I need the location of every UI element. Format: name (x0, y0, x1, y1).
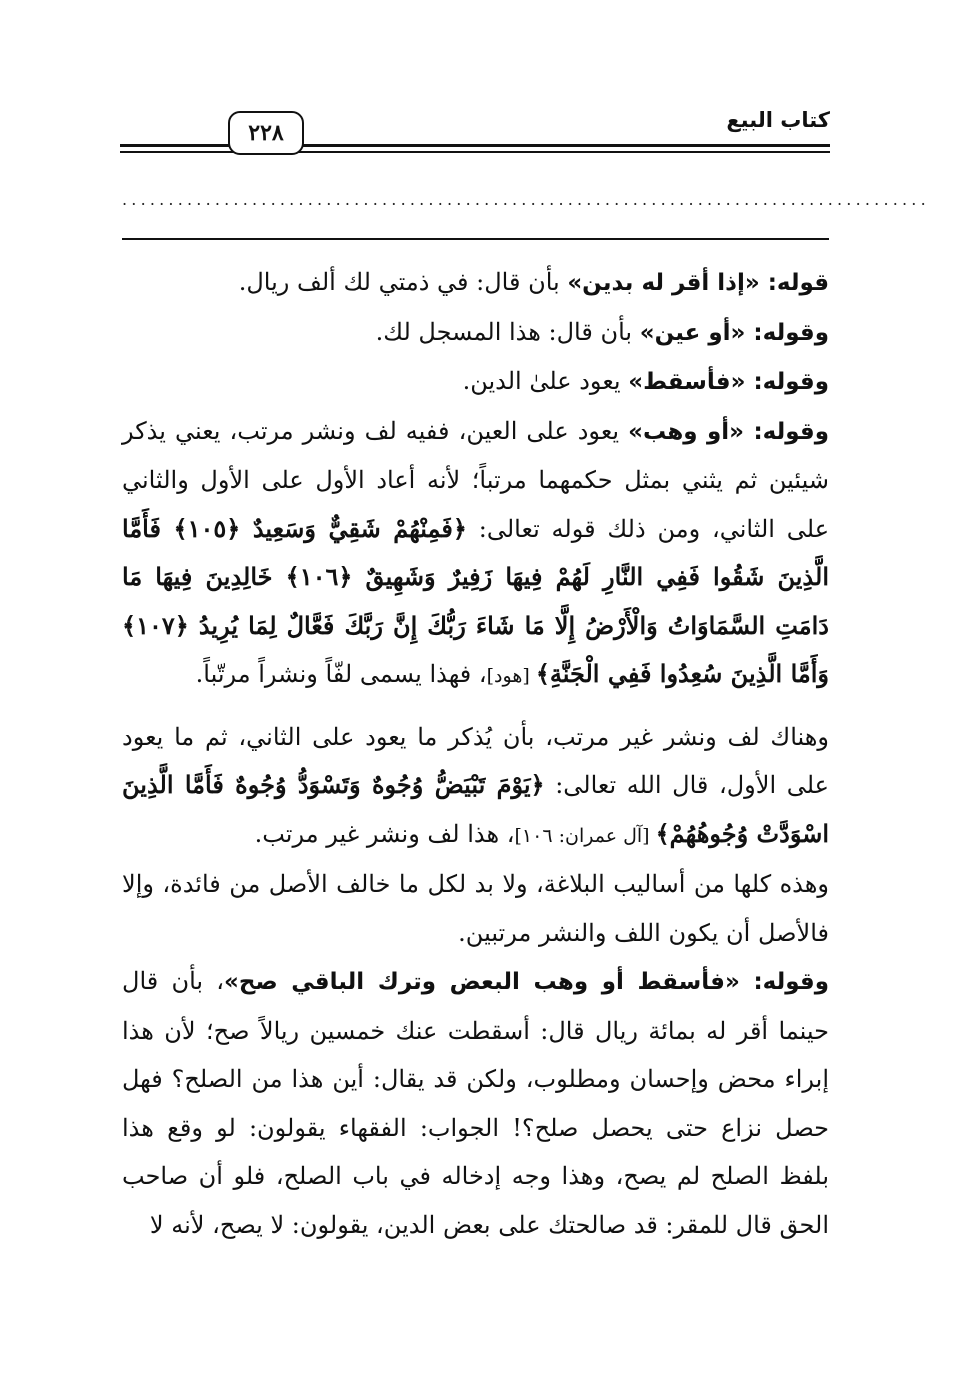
paragraph-text: ، بأن قال حينما أقر له بمائة ريال قال: أسقطت عنك خمسين ريالاً صح؛ لأن هذا إبراء محض وإحسان ومطلوب، ولكن قد يقال: أين هذا من الصلح؟ فهل حصل نزاع حتى يحصل صلح؟! الجواب: الفقهاء يقولون: لو وقع هذا بلفظ الصلح لم يصح، وهذا وجه إدخاله في باب الصلح، فلو أن صاحب الحق قال للمقر: قد صالحتك على بعض الدين، يقولون: لا يصح، لأنه لا (122, 967, 829, 1239)
paragraph-1 (122, 258, 829, 308)
header-rule-bottom (120, 151, 830, 153)
paragraph-text: يعود علىٰ الدين. (462, 367, 629, 395)
paragraph-text: وهذه كلها من أساليب البلاغة، ولا بد لكل ما خالف الأصل من فائدة، وإلا فالأصل أن يكون اللف والنشر مرتبين. (122, 870, 829, 947)
paragraph-text: يعود على العين، ففيه لف ونشر مرتب، يعني يذكر شيئين ثم يثني بمثل حكمهما مرتباً؛ لأنه أعاد الأول على الأول والثاني على الثاني، ومن ذلك قوله تعالى: (122, 416, 830, 543)
paragraph-text: وهناك لف ونشر غير مرتب، بأن يُذكر ما يعود على الثاني، ثم ما يعود على الأول، قال الله تعالى: (122, 722, 829, 799)
header-rule-top (120, 144, 830, 147)
quote-lead: قوله: «إذا أقر له بدين» (567, 270, 829, 296)
verse-reference: [هود] (486, 665, 536, 687)
section-divider (122, 238, 829, 240)
verse-reference: [آل عمران: ١٠٦] (514, 824, 656, 847)
quote-lead: وقوله: «أو وهب» (628, 418, 830, 445)
quran-verse: ﴿فَمِنْهُمْ شَقِيٌّ وَسَعِيدٌ ﴿١٠٥﴾ فَأَمَّا الَّذِينَ شَقُوا فَفِي النَّارِ لَهُمْ فِيهَا زَفِيرٌ وَشَهِيقٌ ﴿١٠٦﴾ خَالِدِينَ فِيهَا مَا دَامَتِ السَّمَاوَاتُ وَالْأَرْضُ إِلَّا مَا شَاءَ رَبُّكَ إِنَّ رَبَّكَ فَعَّالٌ لِمَا يُرِيدُ ﴿١٠٧﴾ وَأَمَّا الَّذِينَ سُعِدُوا فَفِي الْجَنَّةِ﴾ (122, 513, 829, 688)
paragraph-5 (122, 713, 829, 861)
page-header (120, 108, 830, 160)
paragraph-2 (122, 308, 829, 358)
paragraph-4 (122, 407, 829, 701)
page-number: ٢٢٨ (228, 111, 304, 155)
book-title: كتاب البيع (726, 108, 830, 132)
quote-lead: وقوله: «أو عين» (639, 319, 829, 346)
paragraph-text: بأن قال: في ذمتي لك ألف ريال. (238, 268, 568, 296)
quote-lead: وقوله: «فأسقط» (628, 369, 829, 395)
dotted-separator: ....................................................................................... (122, 190, 930, 209)
body-text (122, 258, 829, 1249)
quran-verse: ﴿يَوْمَ تَبْيَضُّ وُجُوهٌ وَتَسْوَدُّ وُجُوهٌ فَأَمَّا الَّذِينَ اسْوَدَّتْ وُجُوهُهُمْ﴾ (122, 770, 829, 848)
paragraph-tail: ، فهذا يسمى لفّاً ونشراً مرتّباً. (195, 660, 487, 688)
paragraph-text: بأن قال: هذا المسجل لك. (375, 317, 640, 346)
paragraph-7 (122, 957, 829, 1249)
paragraph-3 (122, 357, 829, 407)
quote-lead: وقوله: «فأسقط أو وهب البعض وترك الباقي صح» (224, 969, 830, 995)
paragraph-6 (122, 860, 829, 957)
paragraph-tail: ، هذا لف ونشر غير مرتب. (254, 819, 515, 848)
